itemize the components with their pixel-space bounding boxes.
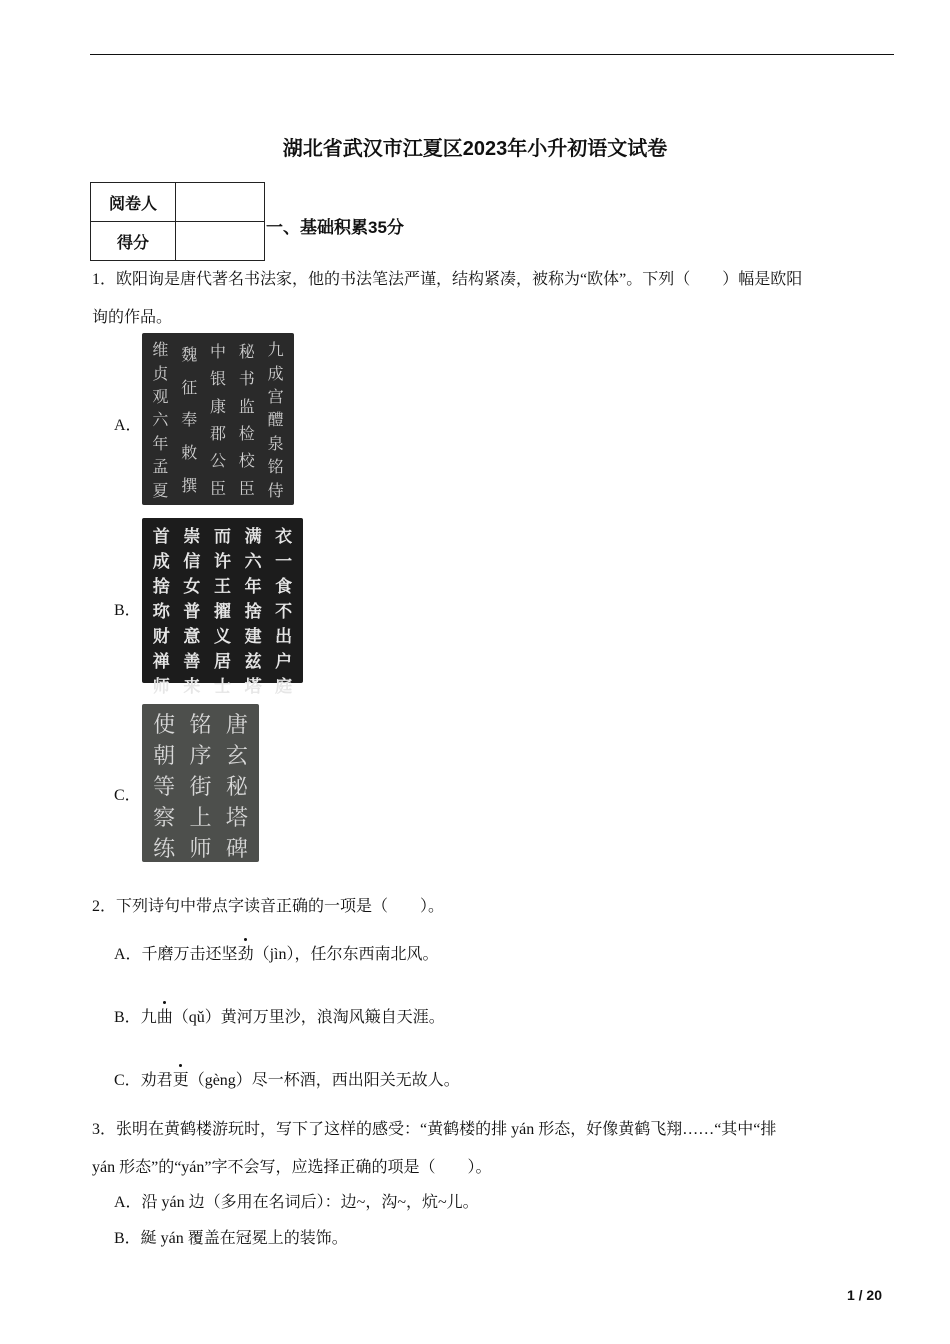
q3-stem-line1: 3．张明在黄鹤楼游玩时，写下了这样的感受：“黄鹤楼的排 yán 形态，好像黄鹤飞翔……“其中“排 xyxy=(92,1121,777,1138)
score-field[interactable] xyxy=(176,222,265,261)
q3-option-a: A．沿 yán 边（多用在名词后）：边~，沟~，炕~儿。 xyxy=(114,1194,479,1211)
calligraphy-image-a: 九 成 宫 醴 泉 铭 侍 秘 书 监 检 校 臣 中 银 康 郡 公 臣 魏 征 奉 敕 撰 维 贞 观 六 年 孟 夏 xyxy=(142,333,294,505)
calligraphy-image-b: 衣 一 食 不 出 户 庭 满 六 年 捨 建 兹 塔 而 许 王 擢 义 居 士 崇 信 女 普 意 善 来 首 成 捨 珎 财 禅 师 xyxy=(142,518,303,683)
section-heading: 一、基础积累35分 xyxy=(266,218,404,237)
q3-stem-line2: yán 形态”的“yán”字不会写，应选择正确的项是（ ）。 xyxy=(92,1159,492,1176)
calligraphy-image-c: 唐 玄 秘 塔 碑 铭 序 街 上 师 使 朝 等 察 练 xyxy=(142,704,259,862)
q2-option-b-post: （qǔ）黄河万里沙，浪淘风簸自天涯。 xyxy=(172,1009,445,1026)
q2-option-a-post: （jìn），任尔东西南北风。 xyxy=(253,946,439,963)
q2-option-b xyxy=(114,1004,445,1027)
q2-option-a xyxy=(114,941,438,964)
q1-option-b-label: B． xyxy=(114,602,141,619)
dotted-char-b: 曲 xyxy=(157,1004,173,1027)
q2-option-b-pre: B．九 xyxy=(114,1009,157,1026)
q3-option-b: B．綖 yán 覆盖在冠冕上的装饰。 xyxy=(114,1230,348,1247)
q1-option-c-label: C． xyxy=(114,787,141,804)
q2-option-c-pre: C．劝君 xyxy=(114,1072,173,1089)
dotted-char-c: 更 xyxy=(173,1067,189,1090)
page-title: 湖北省武汉市江夏区2023年小升初语文试卷 xyxy=(282,138,668,160)
q2-option-c xyxy=(114,1067,460,1090)
reviewer-field[interactable] xyxy=(176,183,265,222)
score-label: 得分 xyxy=(91,222,176,261)
dotted-char-a: 劲 xyxy=(238,941,254,964)
q2-stem: 2．下列诗句中带点字读音正确的一项是（ ）。 xyxy=(92,898,445,915)
page-indicator: 1 / 20 xyxy=(846,1287,882,1303)
score-table xyxy=(90,182,265,261)
q1-stem-line2: 询的作品。 xyxy=(92,309,173,326)
q1-option-a-label: A． xyxy=(114,417,142,434)
header-rule xyxy=(90,54,894,55)
q1-stem-line1: 1．欧阳询是唐代著名书法家，他的书法笔法严谨，结构紧凑，被称为“欧体”。下列（ ）幅是欧阳 xyxy=(92,271,803,288)
q2-option-a-pre: A．千磨万击还坚 xyxy=(114,946,238,963)
reviewer-label: 阅卷人 xyxy=(91,183,176,222)
q2-option-c-post: （gèng）尽一杯酒，西出阳关无故人。 xyxy=(188,1072,460,1089)
